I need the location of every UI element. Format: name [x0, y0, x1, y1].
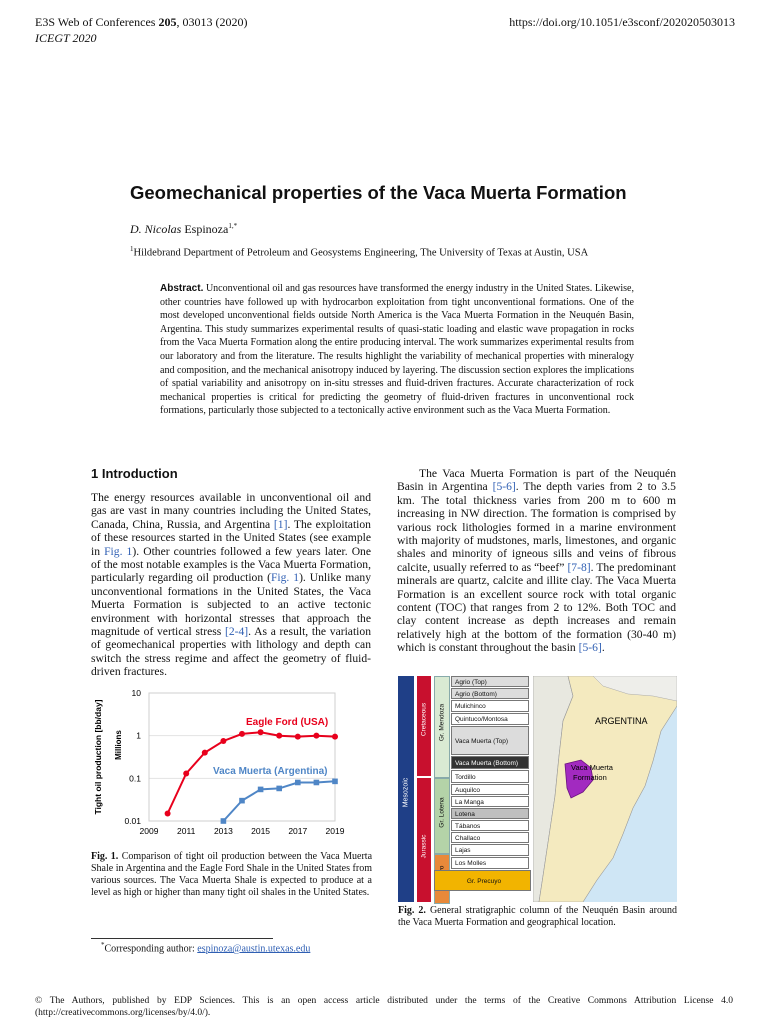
group-label: Gr. Lotena — [438, 797, 446, 828]
affiliation-superscript: 1 — [130, 245, 134, 253]
data-point — [165, 810, 171, 816]
p1-text: . As a result, the variation of geomechanical properties with lithology and depth can switch the stress regime and affect the geometry of fluid-driven fractures. — [91, 625, 371, 679]
footnote-marker: * — [101, 941, 105, 949]
data-point — [258, 787, 264, 793]
fig2-caption — [398, 905, 677, 929]
p2-text: . — [601, 641, 605, 655]
x-tick-label: 2009 — [139, 826, 159, 836]
intro-paragraph-1 — [91, 491, 371, 679]
era-bar-mesozoic — [398, 676, 414, 902]
abstract-label: Abstract. — [160, 283, 204, 294]
p2-text: . The depth varies from 2 to 3.5 km. The total thickness varies from 200 m to 600 m increasing in NW direction. The formation is comprised by various rock lithologies formed in a marine environment with majority of mudstones, marls, limestones, and organic shales and minority of igneous sills and veins of fibrous calcite, usually referred to as “beef” — [397, 480, 676, 574]
footnote-label: Corresponding author: — [104, 943, 198, 955]
abstract-text: Unconventional oil and gas resources have transformed the energy industry in the United States. Likewise, other countries have followed up with hydrocarbon exploitation from tight unconventional formations. One of the most developed unconventional fields outside North America is the Vaca Muerta Formation in the Neuquén Basin, Argentina. This study summarizes experimental results of quasi-static loading and elastic wave propagation in rocks from the Vaca Muerta Formation along the entire producing interval. The work summarizes experimental results from our laboratory and from the literature. The results highlight the variability of mechanical properties with mineralogy and composition, and the mechanical anisotropy induced by layering. The discussion section explores the implications of spatial variability and anisotropy on in-situ stresses and fluid-driven fractures. Accurate characterization of rock mechanical properties is critical for predicting the geometry of fluid-driven fractures in unconventional rock formations, particularly those subjected to a tectonically active environment such as the Vaca Muerta Formation. — [160, 283, 634, 417]
author-last-name: Espinoza — [184, 222, 229, 236]
unit-quintuco-montosa: Quintuco/Montosa — [451, 713, 529, 725]
conference-name: ICEGT 2020 — [35, 31, 97, 45]
unit-la-manga: La Manga — [451, 796, 529, 807]
author-superscript: 1,* — [228, 222, 238, 230]
data-point — [332, 779, 338, 785]
data-point — [220, 738, 226, 744]
data-point — [276, 733, 282, 739]
copyright-notice: © The Authors, published by EDP Sciences. This is an open access article distributed under the terms of the Creative Commons Attribution License 4.0 (http://creativecommons.org/licenses/by/4.0/). — [35, 996, 733, 1018]
p1-text: ). Other countries followed a few years later. One of the most notable examples is the Vaca Muerta Formation, particularly regarding oil production ( — [91, 544, 372, 585]
journal-pages: , 03013 (2020) — [176, 15, 248, 29]
map-formation-label-2: Formation — [573, 773, 607, 782]
unit-t-banos: Tábanos — [451, 820, 529, 831]
unit-mulichinco: Mulichinco — [451, 700, 529, 712]
fig2-caption-text: General stratigraphic column of the Neuquén Basin around the Vaca Muerta Formation and geographical location. — [398, 905, 677, 928]
author-line — [130, 222, 237, 237]
p1-text: ). Unlike many unconventional formations in the United States, the Vaca Muerta Formation is subjected to an active tectonic environment with horizontal stresses that approach the magnitude of vertical stress — [91, 571, 372, 639]
p2-text: . The predominant minerals are quartz, calcite and illite clay. The Vaca Muerta Formation is an excellent source rock with total organic content (TOC) that ranges from 2 to 12%. Both TOC and clay content increase as depth increases and remain relatively high at the bottom of the formation (30-40 m) which is constant throughout the basin — [397, 560, 677, 655]
intro-paragraph-2 — [397, 467, 676, 655]
fig2-caption-label: Fig. 2. — [398, 905, 426, 916]
figure-link[interactable]: Fig. 1 — [104, 544, 133, 558]
y-tick-label: 1 — [136, 730, 141, 741]
abstract — [160, 282, 634, 418]
production-chart — [91, 685, 356, 845]
data-point — [221, 818, 227, 824]
x-tick-label: 2013 — [213, 826, 233, 836]
data-point — [332, 734, 338, 740]
data-point — [239, 731, 245, 737]
p2-text: The Vaca Muerta Formation is part of the Neuquén Basin in Argentina — [397, 467, 676, 494]
x-tick-label: 2011 — [177, 826, 196, 836]
unit-challaco: Challaco — [451, 832, 529, 843]
citation-link[interactable]: [2-4] — [224, 625, 249, 639]
unit-los-molles: Los Molles — [451, 857, 529, 869]
period-label: Jurassic — [420, 834, 428, 859]
fig1-caption-text: Comparison of tight oil production between the Vaca Muerta Shale in Argentina and the Eagle Ford Shale in the United States from various sources. The Vaca Muerta Shale is expected to produce at a level as high or higher than many tight oil shales in the United States. — [91, 851, 373, 898]
journal-name: E3S Web of Conferences — [35, 15, 159, 29]
x-tick-labels — [140, 826, 345, 836]
figure-link[interactable]: Fig. 1 — [270, 571, 300, 585]
affiliation-text: Hildebrand Department of Petroleum and Geosystems Engineering, The University of Texas at Austin, USA — [133, 247, 589, 259]
period-bar-cretaceous — [417, 676, 431, 776]
period-bar-jurassic — [417, 778, 431, 902]
stratigraphic-column — [398, 676, 532, 902]
group-bar-mendoza — [434, 676, 450, 778]
doi-link[interactable]: https://doi.org/10.1051/e3sconf/202020503013 — [509, 15, 735, 29]
period-label: Cretaceous — [420, 702, 428, 737]
p1-text: The energy resources available in unconventional oil and gas are vast in many countries including the United States, Canada, China, Russia, and Argentina — [91, 491, 371, 531]
footnote-rule — [91, 938, 273, 939]
affiliation — [130, 245, 588, 259]
location-map — [533, 676, 677, 902]
journal-header — [35, 15, 247, 30]
unit-agrio-bottom-: Agrio (Bottom) — [451, 688, 529, 699]
group-label: Gr. Mendoza — [438, 703, 446, 742]
data-point — [314, 780, 320, 786]
unit-vaca-muerta-top-: Vaca Muerta (Top) — [451, 726, 529, 755]
unit-auquilco: Auquilco — [451, 784, 529, 795]
legend-eagle-ford: Eagle Ford (USA) — [246, 717, 329, 728]
fig1-caption-label: Fig. 1. — [91, 851, 119, 862]
citation-link[interactable]: [5-6] — [492, 480, 516, 494]
map-formation-label-1: Vaca Muerta — [571, 763, 613, 772]
citation-link[interactable]: [7-8] — [567, 560, 591, 574]
email-link[interactable]: espinoza@austin.utexas.edu — [197, 943, 311, 955]
y-tick-label: 10 — [131, 688, 141, 698]
data-point — [295, 734, 301, 740]
fig1-caption — [91, 851, 372, 899]
unit-lotena: Lotena — [451, 808, 529, 819]
unit-gr-precuyo: Gr. Precuyo — [434, 870, 531, 891]
author-first-name: D. Nicolas — [130, 222, 185, 236]
era-label: Mesozoic — [402, 777, 410, 808]
data-point — [183, 770, 189, 776]
data-point — [239, 798, 245, 804]
data-point — [295, 780, 301, 786]
x-tick-label: 2015 — [251, 826, 271, 836]
paper-title: Geomechanical properties of the Vaca Muerta Formation — [130, 182, 627, 203]
legend-vaca-muerta: Vaca Muerta (Argentina) — [213, 766, 328, 777]
data-point — [202, 750, 208, 756]
group-bar-lotena — [434, 778, 450, 854]
unit-agrio-top-: Agrio (Top) — [451, 676, 529, 687]
unit-lajas: Lajas — [451, 844, 529, 856]
journal-volume: 205 — [158, 15, 177, 29]
unit-vaca-muerta-bottom-: Vaca Muerta (Bottom) — [451, 756, 529, 769]
x-tick-label: 2017 — [288, 826, 308, 836]
y-axis-label: Tight oil production [bb/day] — [93, 699, 103, 815]
p1-text: . The exploitation of these resources started in the United States (see example in — [91, 517, 371, 558]
citation-link[interactable]: [5-6] — [578, 641, 602, 655]
map-country-label: ARGENTINA — [595, 716, 648, 726]
citation-link[interactable]: [1] — [273, 517, 288, 531]
data-point — [258, 729, 264, 735]
data-point — [313, 733, 319, 739]
data-point — [276, 786, 282, 792]
y-axis-units: Millions — [114, 730, 123, 760]
y-tick-label: 0.01 — [124, 816, 141, 826]
section-heading: 1 Introduction — [91, 466, 178, 481]
y-tick-label: 0.1 — [129, 773, 141, 784]
y-tick-labels — [124, 688, 141, 826]
footnote — [101, 941, 310, 954]
x-tick-label: 2019 — [325, 826, 345, 836]
unit-tordillo: Tordillo — [451, 770, 529, 783]
